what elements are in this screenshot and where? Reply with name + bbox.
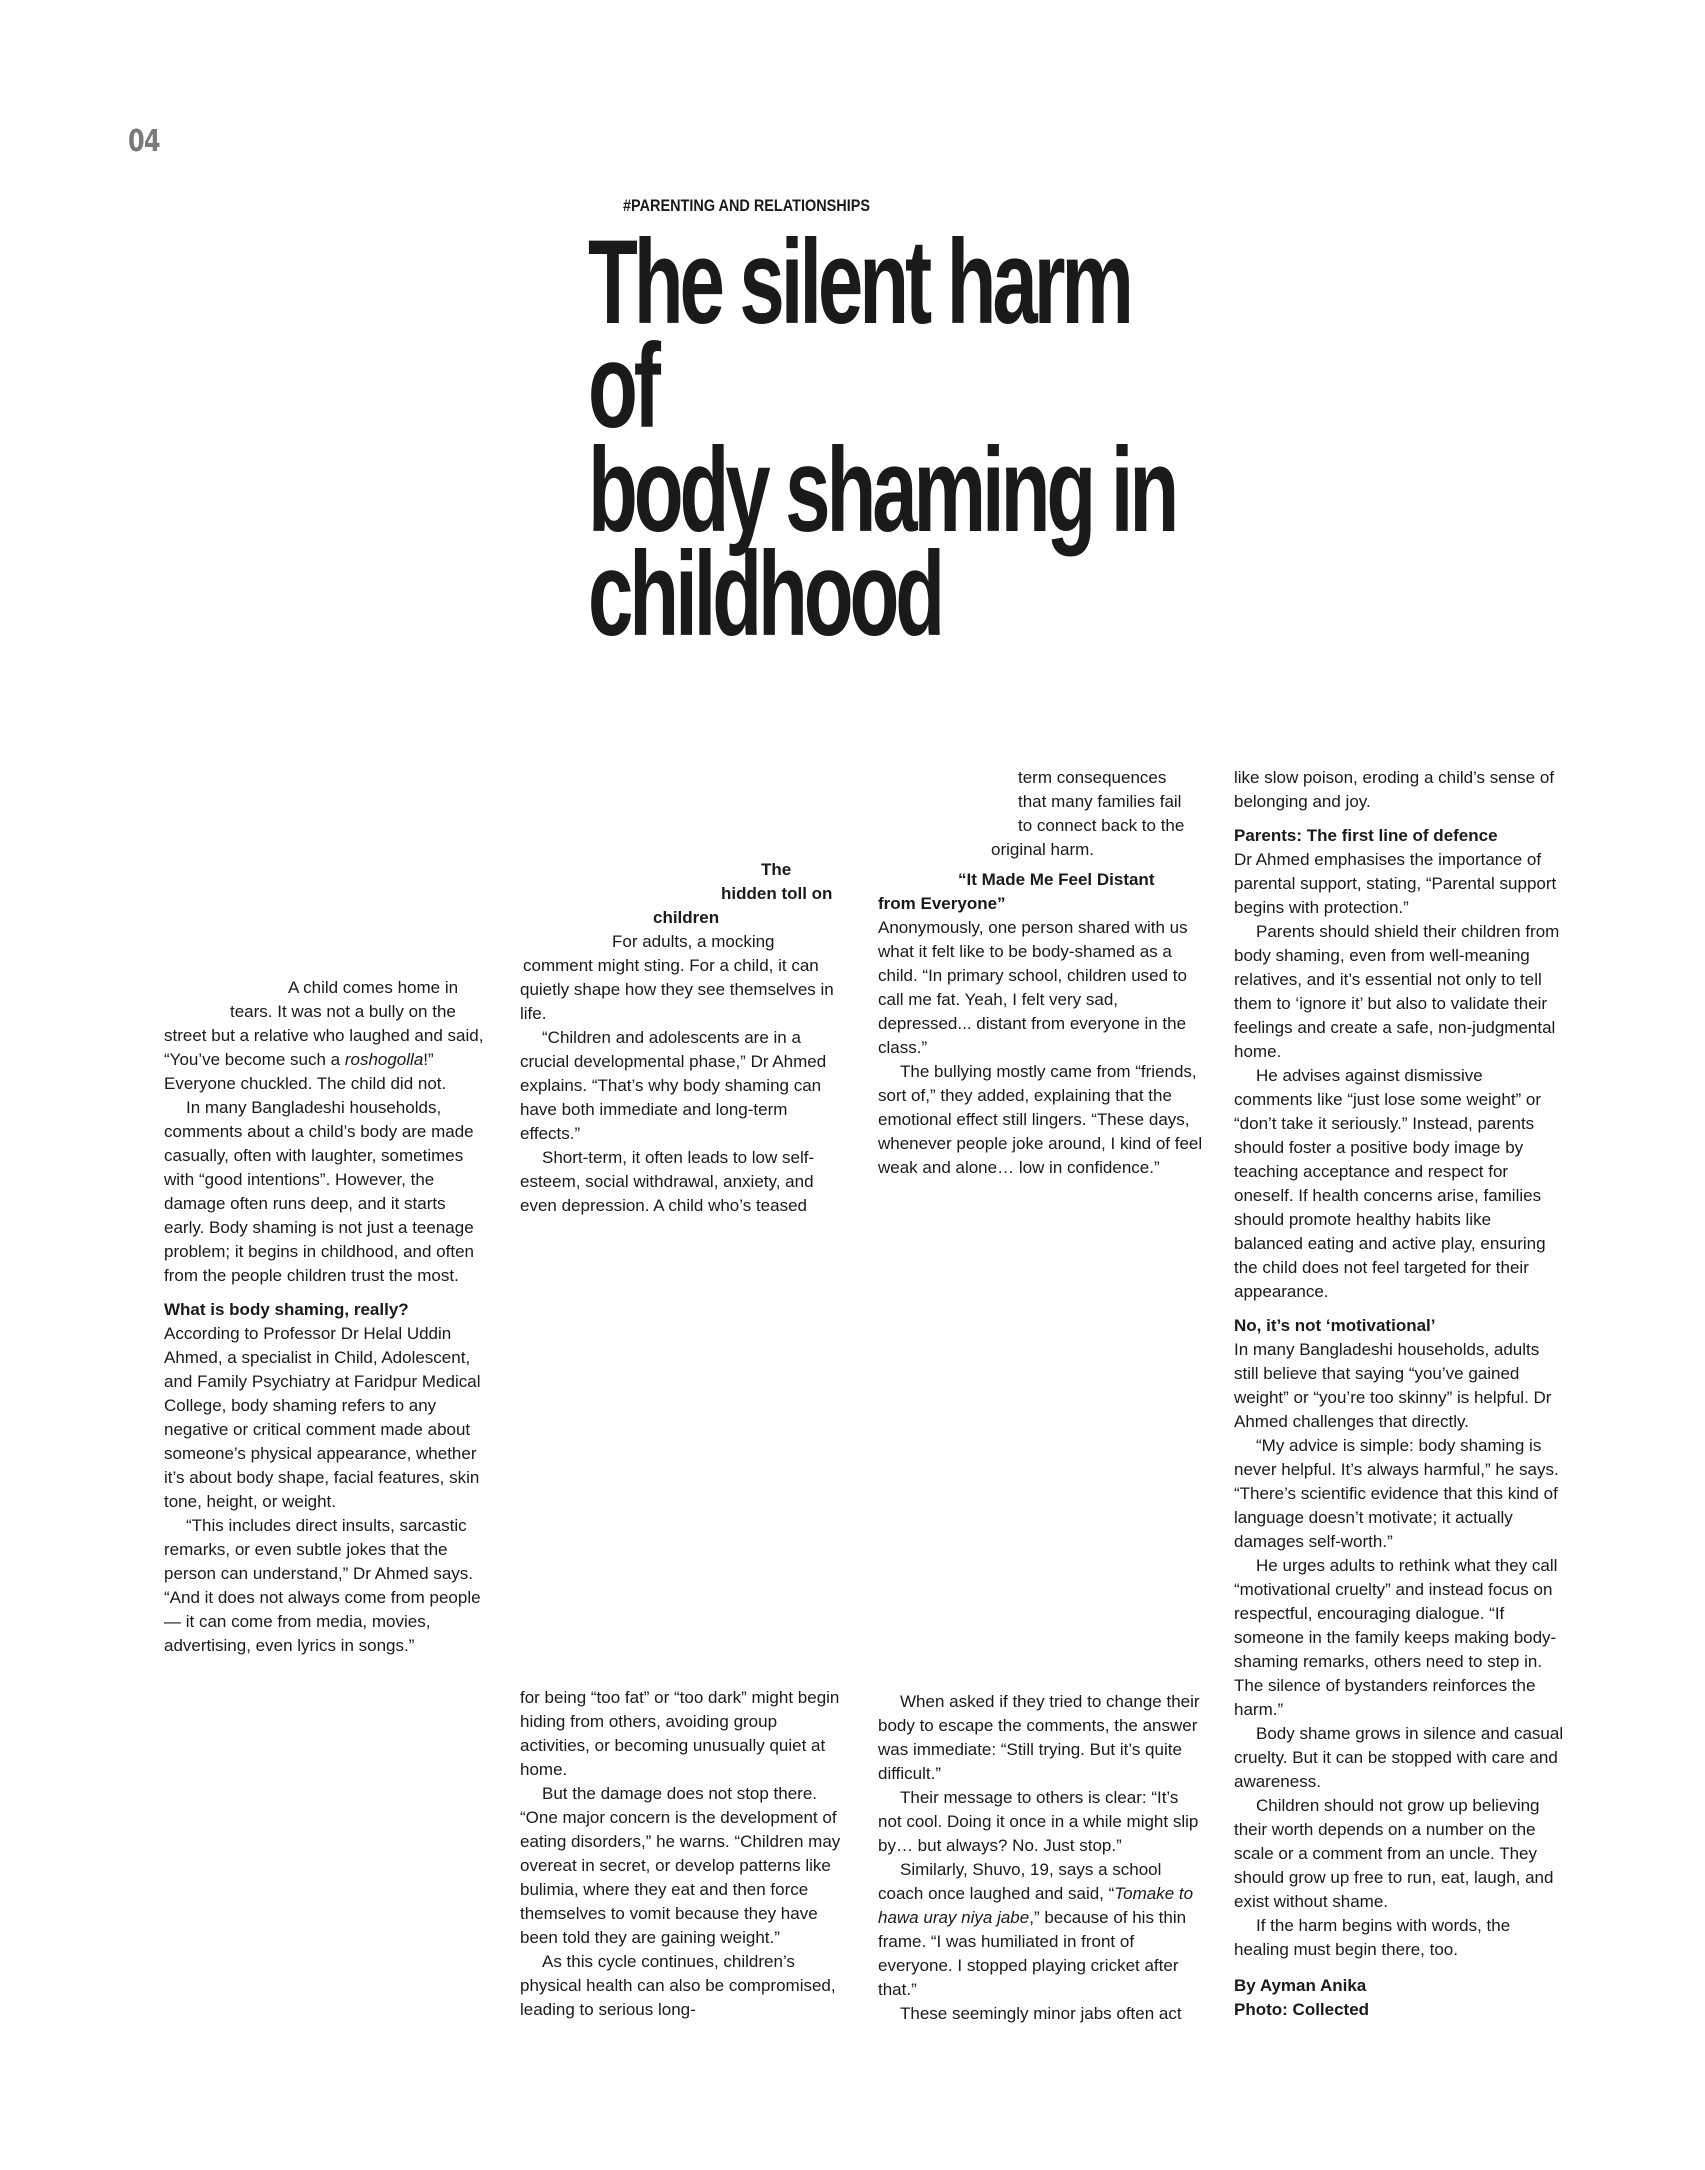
subheading-line-2: hidden toll on	[721, 884, 833, 903]
body-paragraph: Short-term, it often leads to low self-esteem, social withdrawal, anxiety, and even depression. A child who’s teased	[520, 1148, 815, 1215]
subheading-line-3: children	[653, 908, 720, 927]
byline-author: By Ayman Anika	[1234, 1976, 1367, 1995]
subheading-line-1: “It Made Me Feel Distant	[958, 870, 1155, 889]
paragraph-line: original harm.	[991, 840, 1094, 859]
body-paragraph: Body shame grows in silence and casual cruelty. But it can be stopped with care and awareness.	[1234, 1724, 1564, 1791]
quote-text-a: Similarly, Shuvo, 19, says a school coach once laughed and said, “	[878, 1860, 1162, 1903]
body-paragraph: He advises against dismissive comments like “just lose some weight” or “don’t take it seriously.” Instead, parents should foster a positive body image by teaching acceptance and respect for oneself. If health concerns arise, families should promote healthy habits like balanced eating and active play, ensuring the child does not feel targeted for their appearance.	[1234, 1066, 1546, 1301]
body-paragraph: Parents should shield their children from body shaming, even from well-meaning relatives, and it’s essential not only to tell them to ‘ignore it’ but also to validate their feelings and create a safe, non-judgmental home.	[1234, 922, 1560, 1061]
section-kicker: #PARENTING AND RELATIONSHIPS	[623, 196, 871, 215]
subheading: What is body shaming, really?	[164, 1300, 409, 1319]
body-paragraph: These seemingly minor jabs often act	[900, 2004, 1182, 2023]
quote-text-b: ,” because of his thin frame. “I was humiliated in front of everyone. I stopped playing cricket after that.”	[878, 1908, 1187, 1999]
article-column-4	[1234, 766, 1564, 2022]
photo-credit: Photo: Collected	[1234, 2000, 1370, 2019]
subheading: Parents: The first line of defence	[1234, 826, 1498, 845]
body-paragraph: In many Bangladeshi households, adults still believe that saying “you’ve gained weight” or “you’re too skinny” is helpful. Dr Ahmed challenges that directly.	[1234, 1340, 1552, 1431]
headline-line-3: childhood	[588, 527, 942, 661]
body-paragraph: According to Professor Dr Helal Uddin Ahmed, a specialist in Child, Adolescent, and Family Psychiatry at Faridpur Medical College, body shaming refers to any negative or critical comment made about someone’s physical appearance, whether it’s about body shape, facial features, skin tone, height, or weight.	[164, 1324, 481, 1511]
subheading-line-2: from Everyone”	[878, 894, 1006, 913]
body-paragraph: As this cycle continues, children’s physical health can also be compromised, leading to serious long-	[520, 1952, 836, 2019]
article-column-3-bottom	[878, 1690, 1203, 2026]
paragraph-line: comment might sting. For a child, it can	[523, 956, 819, 975]
body-paragraph: The bullying mostly came from “friends, sort of,” they added, explaining that the emotional effect still lingers. “These days, whenever people joke around, I kind of feel weak and alone… low in confidence.”	[878, 1062, 1203, 1177]
body-paragraph: for being “too fat” or “too dark” might begin hiding from others, avoiding group activities, or becoming unusually quiet at home.	[520, 1688, 840, 1779]
headline-line-2: body shaming in	[588, 423, 1176, 557]
body-paragraph: If the harm begins with words, the healing must begin there, too.	[1234, 1916, 1511, 1959]
subheading: No, it’s not ‘motivational’	[1234, 1316, 1436, 1335]
headline	[588, 215, 1200, 661]
paragraph-line: term consequences	[1018, 768, 1167, 787]
intro-italic-word: roshogolla	[344, 1050, 424, 1069]
intro-line-2: tears. It was not a bully on the	[230, 1002, 456, 1021]
intro-text-b: !” Everyone chuckled. The child did not.	[164, 1050, 447, 1093]
body-paragraph	[878, 1858, 1203, 2002]
paragraph-line: For adults, a mocking	[612, 932, 775, 951]
intro-paragraph	[164, 1024, 489, 1096]
quote-italic: Tomake to hawa uray niya jabe	[878, 1884, 1194, 1927]
paragraph-line: to connect back to the	[1018, 816, 1185, 835]
body-paragraph: “My advice is simple: body shaming is never helpful. It’s always harmful,” he says. “There’s scientific evidence that this kind of language doesn’t motivate; it actually damages self-worth.”	[1234, 1436, 1559, 1551]
body-paragraph: “Children and adolescents are in a crucial developmental phase,” Dr Ahmed explains. “That’s why body shaming can have both immediate and long-term effects.”	[520, 1028, 827, 1143]
body-paragraph: Dr Ahmed emphasises the importance of parental support, stating, “Parental support begins with protection.”	[1234, 850, 1557, 917]
article-column-3-top	[878, 766, 1203, 1180]
body-paragraph: quietly shape how they see themselves in life.	[520, 980, 834, 1023]
body-paragraph: Children should not grow up believing their worth depends on a number on the scale or a comment from an uncle. They should grow up free to run, eat, laugh, and exist without shame.	[1234, 1796, 1554, 1911]
body-paragraph: He urges adults to rethink what they call “motivational cruelty” and instead focus on respectful, encouraging dialogue. “If someone in the family keeps making body-shaming remarks, others need to step in. The silence of bystanders reinforces the harm.”	[1234, 1556, 1558, 1719]
body-paragraph: In many Bangladeshi households, comments about a child’s body are made casually, often with laughter, sometimes with “good intentions”. However, the damage often runs deep, and it starts early. Body shaming is not just a teenage problem; it begins in childhood, and often from the people children trust the most.	[164, 1098, 474, 1285]
body-paragraph: Their message to others is clear: “It’s not cool. Doing it once in a while might slip by… but always? No. Just stop.”	[878, 1788, 1199, 1855]
body-paragraph: “This includes direct insults, sarcastic remarks, or even subtle jokes that the person can understand,” Dr Ahmed says. “And it does not always come from people — it can come from media, movies, advertising, even lyrics in songs.”	[164, 1516, 481, 1655]
article-column-2-bottom	[520, 1686, 845, 2022]
page-number: 04	[128, 124, 160, 159]
body-paragraph: But the damage does not stop there. “One major concern is the development of eating disorders,” he warns. “Children may overeat in secret, or develop patterns like bulimia, where they eat and then force themselves to vomit because they have been told they are gaining weight.”	[520, 1784, 841, 1947]
article-column-1	[164, 976, 489, 1658]
body-paragraph: like slow poison, eroding a child’s sense of belonging and joy.	[1234, 768, 1555, 811]
article-column-2-top	[520, 858, 845, 1218]
body-paragraph: Anonymously, one person shared with us what it felt like to be body-shamed as a child. “In primary school, children used to call me fat. Yeah, I felt very sad, depressed... distant from everyone in the class.”	[878, 918, 1188, 1057]
intro-text-a: street but a relative who laughed and said, “You’ve become such a	[164, 1026, 484, 1069]
intro-line-1: A child comes home in	[288, 978, 459, 997]
subheading-line-1: The	[761, 860, 792, 879]
body-paragraph: When asked if they tried to change their body to escape the comments, the answer was immediate: “Still trying. But it’s quite difficult.”	[878, 1692, 1200, 1783]
headline-line-1: The silent harm of	[588, 215, 1130, 453]
paragraph-line: that many families fail	[1018, 792, 1182, 811]
